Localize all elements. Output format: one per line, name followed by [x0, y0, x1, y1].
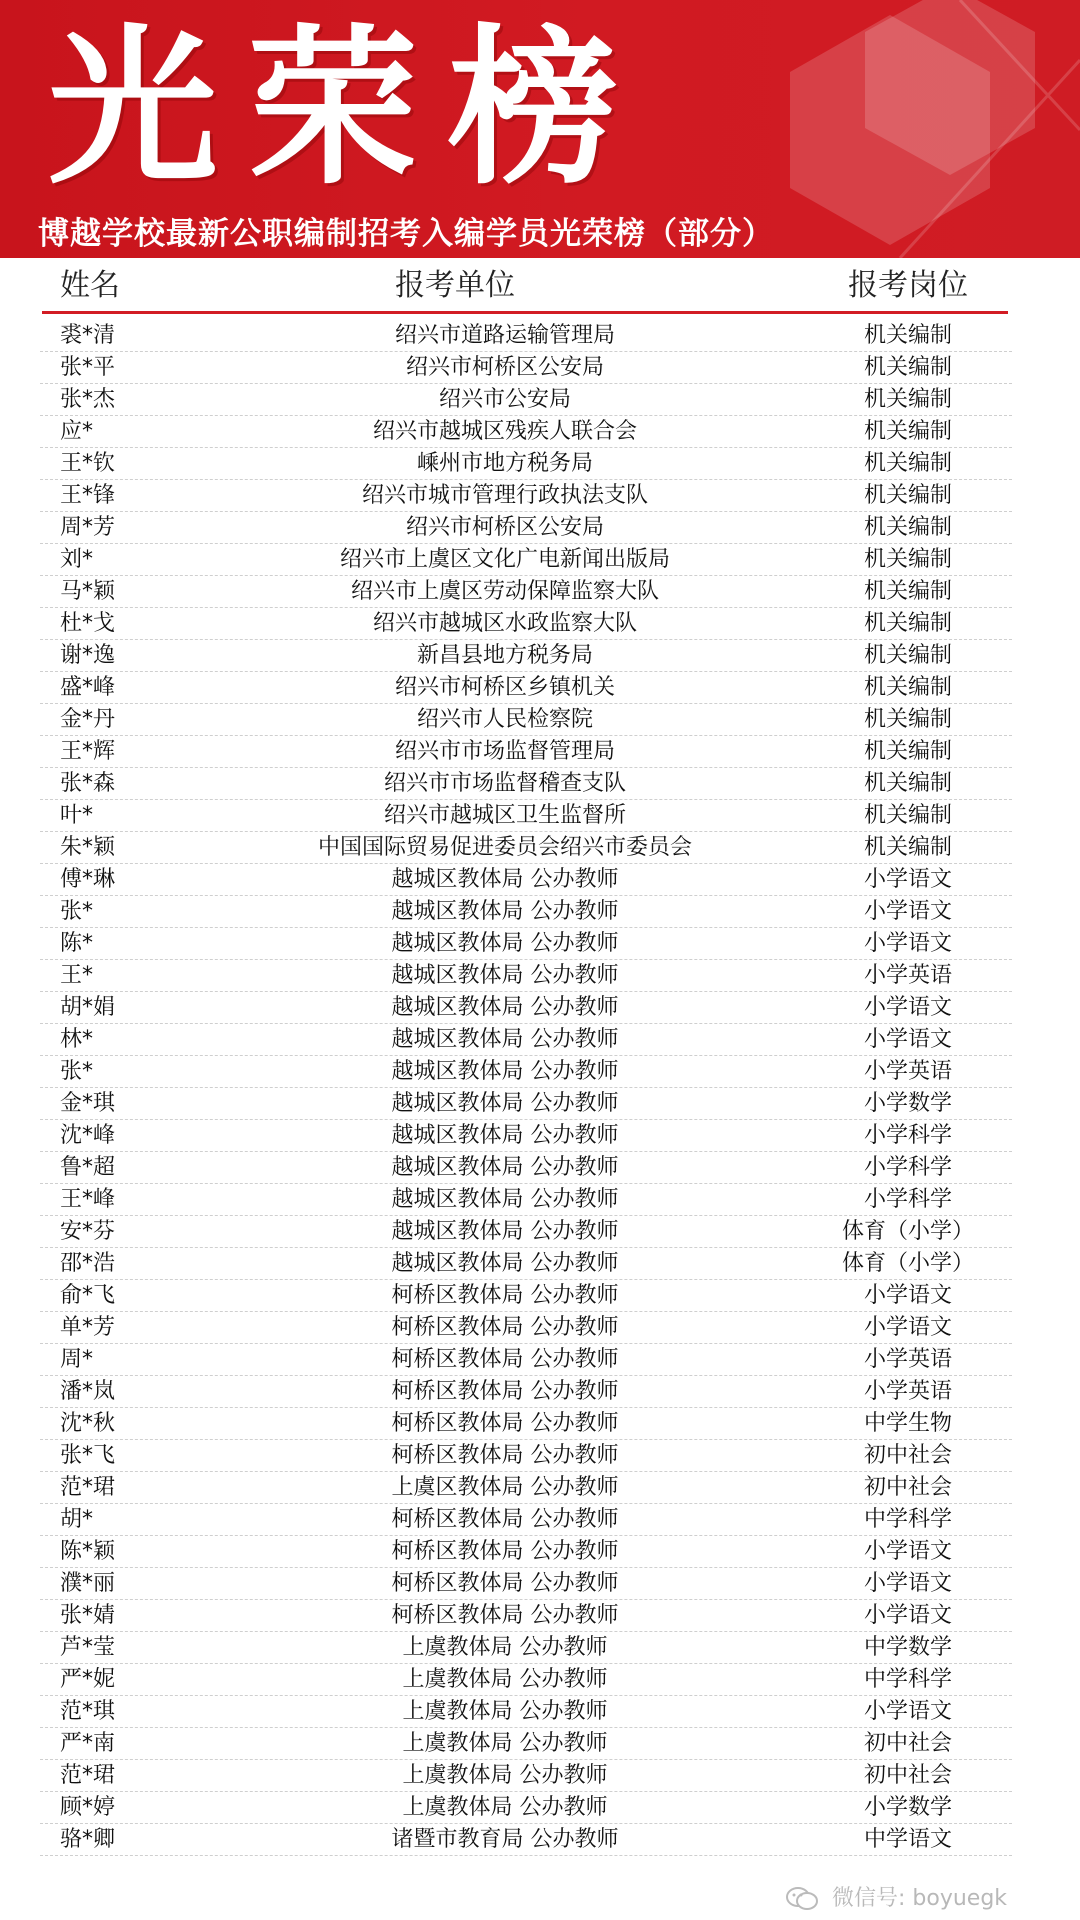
- cell-name: 陈*: [60, 931, 94, 956]
- cell-unit: 柯桥区教体局 公办教师: [391, 1379, 619, 1404]
- table-row: [0, 352, 1080, 384]
- cell-post: 小学语文: [863, 1315, 952, 1340]
- table-row: [0, 1632, 1080, 1664]
- cell-name: 王*钦: [60, 451, 116, 476]
- cell-unit: 越城区教体局 公办教师: [391, 1059, 619, 1084]
- cell-name: 王*锋: [60, 483, 116, 508]
- table-row: [0, 768, 1080, 800]
- header-post: 报考岗位: [848, 268, 968, 303]
- table-row: [0, 1696, 1080, 1728]
- table-row: [0, 1088, 1080, 1120]
- table-row: [0, 512, 1080, 544]
- cell-unit: 柯桥区教体局 公办教师: [391, 1539, 619, 1564]
- table-row: [0, 928, 1080, 960]
- cell-post: 小学数学: [863, 1091, 952, 1116]
- table-row: [0, 1184, 1080, 1216]
- cell-post: 机关编制: [863, 387, 952, 412]
- table-row: [0, 1024, 1080, 1056]
- table-row: [0, 1056, 1080, 1088]
- cell-name: 周*: [60, 1347, 94, 1372]
- watermark: [785, 1882, 1007, 1916]
- cell-name: 张*森: [60, 771, 116, 796]
- cell-post: 机关编制: [863, 483, 952, 508]
- cell-name: 张*: [60, 1059, 94, 1084]
- cell-unit: 越城区教体局 公办教师: [391, 963, 619, 988]
- cell-unit: 柯桥区教体局 公办教师: [391, 1347, 619, 1372]
- cell-post: 小学科学: [863, 1155, 952, 1180]
- cell-name: 严*南: [60, 1731, 116, 1756]
- cell-post: 机关编制: [863, 803, 952, 828]
- cell-unit: 上虞教体局 公办教师: [402, 1795, 608, 1820]
- cell-unit: 越城区教体局 公办教师: [391, 1123, 619, 1148]
- table-row: [0, 1344, 1080, 1376]
- cell-unit: 绍兴市城市管理行政执法支队: [361, 483, 648, 508]
- table-row: [0, 1248, 1080, 1280]
- cell-post: 中学科学: [863, 1507, 952, 1532]
- cell-post: 机关编制: [863, 643, 952, 668]
- cell-post: 机关编制: [863, 771, 952, 796]
- cell-unit: 绍兴市公安局: [438, 387, 571, 412]
- cell-unit: 诸暨市教育局 公办教师: [391, 1827, 619, 1852]
- cell-post: 机关编制: [863, 451, 952, 476]
- cell-unit: 绍兴市市场监督管理局: [394, 739, 615, 764]
- cell-post: 机关编制: [863, 515, 952, 540]
- table-row: [0, 1312, 1080, 1344]
- cell-unit: 绍兴市上虞区劳动保障监察大队: [350, 579, 659, 604]
- cell-name: 陈*颖: [60, 1539, 116, 1564]
- cell-name: 单*芳: [60, 1315, 116, 1340]
- table-row: [0, 1280, 1080, 1312]
- cell-post: 小学英语: [863, 1347, 952, 1372]
- table-row: [0, 544, 1080, 576]
- cell-name: 盛*峰: [60, 675, 116, 700]
- table-row: [0, 608, 1080, 640]
- table-row: [0, 1792, 1080, 1824]
- header-name: 姓名: [60, 268, 120, 303]
- cell-name: 叶*: [60, 803, 94, 828]
- cell-unit: 柯桥区教体局 公办教师: [391, 1443, 619, 1468]
- cell-post: 机关编制: [863, 707, 952, 732]
- cell-post: 小学科学: [863, 1187, 952, 1212]
- cell-unit: 中国国际贸易促进委员会绍兴市委员会: [317, 835, 692, 860]
- cell-post: 体育（小学）: [841, 1251, 974, 1276]
- cell-post: 小学语文: [863, 867, 952, 892]
- cell-post: 初中社会: [863, 1763, 952, 1788]
- cell-name: 金*琪: [60, 1091, 116, 1116]
- wechat-icon: [785, 1886, 819, 1912]
- cell-name: 王*峰: [60, 1187, 116, 1212]
- cell-name: 王*辉: [60, 739, 116, 764]
- table-row: [0, 1376, 1080, 1408]
- cell-name: 王*: [60, 963, 94, 988]
- cell-name: 林*: [60, 1027, 94, 1052]
- cell-post: 初中社会: [863, 1475, 952, 1500]
- table-row: [0, 800, 1080, 832]
- cell-post: 中学语文: [863, 1827, 952, 1852]
- cell-name: 顾*婷: [60, 1795, 116, 1820]
- cell-name: 张*婧: [60, 1603, 116, 1628]
- table-row: [0, 1760, 1080, 1792]
- cell-post: 初中社会: [863, 1731, 952, 1756]
- cell-name: 沈*峰: [60, 1123, 116, 1148]
- cell-unit: 绍兴市越城区残疾人联合会: [372, 419, 637, 444]
- cell-name: 马*颖: [60, 579, 116, 604]
- cell-post: 小学语文: [863, 1027, 952, 1052]
- cell-name: 范*珺: [60, 1763, 116, 1788]
- table-row: [0, 1568, 1080, 1600]
- table-row: [0, 1152, 1080, 1184]
- cell-name: 张*飞: [60, 1443, 116, 1468]
- cell-unit: 上虞教体局 公办教师: [402, 1763, 608, 1788]
- cell-post: 小学语文: [863, 899, 952, 924]
- cell-unit: 柯桥区教体局 公办教师: [391, 1315, 619, 1340]
- cell-name: 潘*岚: [60, 1379, 116, 1404]
- table-row: [0, 1600, 1080, 1632]
- cell-name: 邵*浩: [60, 1251, 116, 1276]
- table-row: [0, 320, 1080, 352]
- table-row: [0, 1440, 1080, 1472]
- cell-unit: 嵊州市地方税务局: [416, 451, 593, 476]
- cell-unit: 柯桥区教体局 公办教师: [391, 1571, 619, 1596]
- cell-unit: 越城区教体局 公办教师: [391, 1187, 619, 1212]
- cell-post: 机关编制: [863, 419, 952, 444]
- cell-unit: 越城区教体局 公办教师: [391, 1027, 619, 1052]
- cell-post: 初中社会: [863, 1443, 952, 1468]
- table-row: [0, 1408, 1080, 1440]
- cell-name: 刘*: [60, 547, 94, 572]
- table-row: [0, 576, 1080, 608]
- cell-unit: 越城区教体局 公办教师: [391, 867, 619, 892]
- cell-unit: 上虞教体局 公办教师: [402, 1699, 608, 1724]
- table-row: [0, 1664, 1080, 1696]
- cell-unit: 上虞教体局 公办教师: [402, 1731, 608, 1756]
- cell-unit: 越城区教体局 公办教师: [391, 1219, 619, 1244]
- cell-post: 中学数学: [863, 1635, 952, 1660]
- table-row: [0, 384, 1080, 416]
- cell-unit: 绍兴市柯桥区公安局: [405, 515, 604, 540]
- cell-unit: 越城区教体局 公办教师: [391, 899, 619, 924]
- cell-post: 机关编制: [863, 675, 952, 700]
- cell-name: 严*妮: [60, 1667, 116, 1692]
- cell-post: 体育（小学）: [841, 1219, 974, 1244]
- cell-unit: 上虞教体局 公办教师: [402, 1667, 608, 1692]
- cell-unit: 绍兴市人民检察院: [416, 707, 593, 732]
- table-row: [0, 640, 1080, 672]
- header-banner: [0, 0, 1080, 258]
- cell-post: 机关编制: [863, 739, 952, 764]
- column-header-row: [0, 262, 1080, 310]
- table-row: [0, 736, 1080, 768]
- cell-unit: 越城区教体局 公办教师: [391, 1251, 619, 1276]
- cell-post: 机关编制: [863, 547, 952, 572]
- cell-unit: 绍兴市市场监督稽查支队: [383, 771, 626, 796]
- banner-title: 光荣榜: [48, 8, 649, 208]
- cell-post: 小学英语: [863, 1379, 952, 1404]
- table-row: [0, 672, 1080, 704]
- table-row: [0, 1504, 1080, 1536]
- header-divider: [42, 311, 1008, 314]
- cell-unit: 上虞教体局 公办教师: [402, 1635, 608, 1660]
- cell-name: 张*: [60, 899, 94, 924]
- cell-name: 沈*秋: [60, 1411, 116, 1436]
- cell-unit: 柯桥区教体局 公办教师: [391, 1507, 619, 1532]
- cell-unit: 绍兴市上虞区文化广电新闻出版局: [339, 547, 670, 572]
- cell-name: 金*丹: [60, 707, 116, 732]
- table-row: [0, 1472, 1080, 1504]
- table-row: [0, 960, 1080, 992]
- cell-post: 机关编制: [863, 835, 952, 860]
- cell-unit: 柯桥区教体局 公办教师: [391, 1603, 619, 1628]
- cell-name: 周*芳: [60, 515, 116, 540]
- honor-roll-table: [0, 320, 1080, 1856]
- cell-unit: 柯桥区教体局 公办教师: [391, 1283, 619, 1308]
- cell-name: 朱*颖: [60, 835, 116, 860]
- cell-name: 安*芬: [60, 1219, 116, 1244]
- table-row: [0, 896, 1080, 928]
- table-row: [0, 416, 1080, 448]
- cell-post: 中学生物: [863, 1411, 952, 1436]
- cell-name: 杜*戈: [60, 611, 116, 636]
- cell-name: 张*平: [60, 355, 116, 380]
- cell-post: 小学语文: [863, 995, 952, 1020]
- cell-post: 小学语文: [863, 1603, 952, 1628]
- watermark-text: 微信号: boyuegk: [832, 1886, 1008, 1911]
- cell-name: 谢*逸: [60, 643, 116, 668]
- table-row: [0, 1728, 1080, 1760]
- cell-post: 小学语文: [863, 1539, 952, 1564]
- cell-unit: 越城区教体局 公办教师: [391, 931, 619, 956]
- cell-unit: 绍兴市越城区卫生监督所: [383, 803, 626, 828]
- table-row: [0, 832, 1080, 864]
- cell-post: 小学科学: [863, 1123, 952, 1148]
- cell-name: 芦*莹: [60, 1635, 116, 1660]
- cell-name: 傅*琳: [60, 867, 116, 892]
- cell-post: 机关编制: [863, 611, 952, 636]
- cell-name: 范*珺: [60, 1475, 116, 1500]
- cell-post: 机关编制: [863, 323, 952, 348]
- cell-post: 机关编制: [863, 579, 952, 604]
- header-unit: 报考单位: [395, 268, 515, 303]
- cell-post: 机关编制: [863, 355, 952, 380]
- cell-post: 小学语文: [863, 1571, 952, 1596]
- table-row: [0, 1120, 1080, 1152]
- banner-subtitle: 博越学校最新公职编制招考入编学员光荣榜（部分）: [38, 216, 774, 252]
- cell-unit: 越城区教体局 公办教师: [391, 995, 619, 1020]
- cell-name: 张*杰: [60, 387, 116, 412]
- cell-unit: 越城区教体局 公办教师: [391, 1091, 619, 1116]
- table-row: [0, 480, 1080, 512]
- cell-name: 骆*卿: [60, 1827, 116, 1852]
- cell-unit: 绍兴市柯桥区公安局: [405, 355, 604, 380]
- cell-post: 小学语文: [863, 931, 952, 956]
- cell-name: 濮*丽: [60, 1571, 116, 1596]
- cell-name: 应*: [60, 419, 94, 444]
- table-row: [0, 1536, 1080, 1568]
- cell-post: 小学语文: [863, 1283, 952, 1308]
- cell-unit: 越城区教体局 公办教师: [391, 1155, 619, 1180]
- cell-unit: 绍兴市柯桥区乡镇机关: [394, 675, 615, 700]
- cell-unit: 绍兴市越城区水政监察大队: [372, 611, 637, 636]
- table-row: [0, 992, 1080, 1024]
- cell-post: 小学英语: [863, 1059, 952, 1084]
- cell-unit: 柯桥区教体局 公办教师: [391, 1411, 619, 1436]
- table-row: [0, 864, 1080, 896]
- cell-name: 裘*清: [60, 323, 116, 348]
- table-row: [0, 704, 1080, 736]
- cell-name: 胡*娟: [60, 995, 116, 1020]
- cell-name: 胡*: [60, 1507, 94, 1532]
- cell-unit: 绍兴市道路运输管理局: [394, 323, 615, 348]
- table-row: [0, 448, 1080, 480]
- diagonal-lines-decoration: [880, 0, 1080, 258]
- cell-post: 中学科学: [863, 1667, 952, 1692]
- cell-post: 小学数学: [863, 1795, 952, 1820]
- cell-name: 俞*飞: [60, 1283, 116, 1308]
- cell-unit: 上虞区教体局 公办教师: [391, 1475, 619, 1500]
- cell-name: 范*琪: [60, 1699, 116, 1724]
- table-row: [0, 1824, 1080, 1856]
- cell-unit: 新昌县地方税务局: [416, 643, 593, 668]
- table-row: [0, 1216, 1080, 1248]
- cell-name: 鲁*超: [60, 1155, 116, 1180]
- cell-post: 小学英语: [863, 963, 952, 988]
- cell-post: 小学语文: [863, 1699, 952, 1724]
